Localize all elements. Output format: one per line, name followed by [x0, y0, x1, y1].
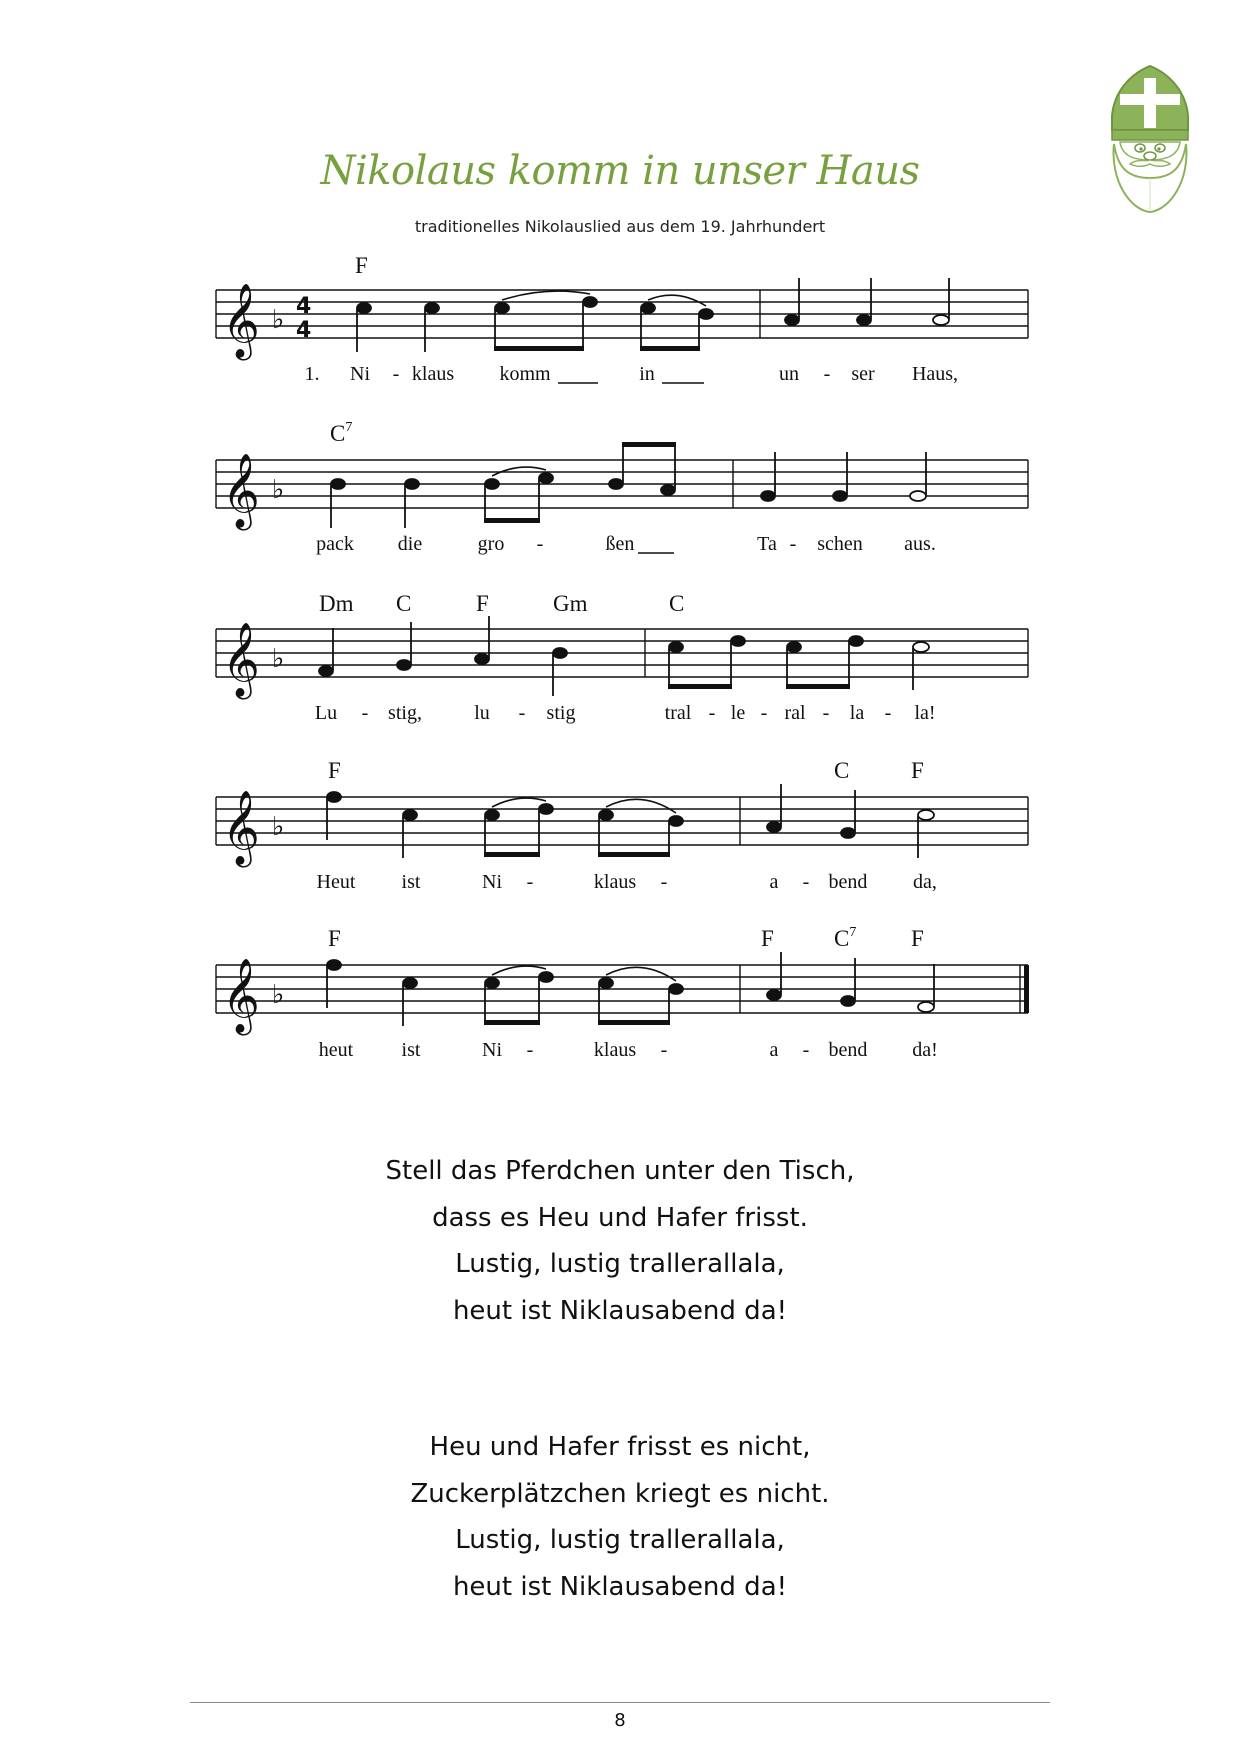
chord-symbol: F [328, 926, 341, 951]
lyric-syllable: komm [499, 363, 551, 385]
music-system-2 [216, 442, 1028, 531]
lyric-syllable: ist [401, 1039, 421, 1061]
lyric-syllable: le [730, 702, 746, 724]
lyric-syllable: Ni [482, 1039, 502, 1061]
lyric-syllable: aus. [904, 533, 936, 555]
lyric-syllable: heut [318, 1039, 354, 1061]
lyric-syllable: ser [851, 363, 875, 385]
lyric-syllable: - [660, 871, 668, 893]
chord-symbol: F [911, 926, 924, 951]
lyric-syllable: ßen [605, 533, 635, 555]
chord-symbol: C [669, 591, 685, 616]
lyric-syllable: - [822, 702, 830, 724]
chord-symbol: F [476, 591, 489, 616]
lyric-syllable: stig, [388, 702, 422, 724]
lyric-syllable: la! [914, 702, 936, 724]
lyric-syllable: bend [828, 1039, 868, 1061]
chord-symbol: C [834, 758, 850, 783]
lyric-syllable: tral [664, 702, 692, 724]
flat-key-signature: ♭ [272, 305, 285, 335]
lyric-syllable: - [392, 363, 400, 385]
lyric-syllable: ist [401, 871, 421, 893]
chord-symbol: F [911, 758, 924, 783]
lyric-syllable: gro [477, 533, 505, 555]
lyric-syllable: - [526, 1039, 534, 1061]
lyric-syllable: - [536, 533, 544, 555]
lyric-syllable: lu [474, 702, 490, 724]
music-system-4 [216, 784, 1028, 868]
lyric-syllable: da! [912, 1039, 938, 1061]
lyric-syllable: a [769, 871, 779, 893]
verse-3 [0, 1424, 1240, 1610]
verse-line: dass es Heu und Hafer frisst. [432, 1202, 808, 1233]
lyric-syllable: klaus [593, 1039, 637, 1061]
lyric-syllable: stig [546, 702, 576, 724]
verse-line: heut ist Niklausabend da! [452, 1295, 788, 1326]
lyric-syllable: pack [316, 533, 354, 555]
verse-line: Zuckerplätzchen kriegt es nicht. [410, 1478, 830, 1509]
lyric-syllable: ral [784, 702, 806, 724]
lyric-syllable: Haus, [911, 363, 959, 385]
lyric-syllable: Ni [482, 871, 502, 893]
verse-line: Lustig, lustig trallerallala, [455, 1249, 785, 1279]
chord-symbol: Dm [319, 591, 354, 616]
lyric-syllable: klaus [411, 363, 455, 385]
lyric-syllable: - [518, 702, 526, 724]
music-system-5 [216, 952, 1029, 1036]
lyric-syllable: in [639, 363, 655, 385]
lyric-syllable: - [361, 702, 369, 724]
lyric-syllable: - [823, 363, 831, 385]
lyric-syllable: bend [828, 871, 868, 893]
lyric-syllable: - [760, 702, 768, 724]
lyric-syllable: - [789, 533, 797, 555]
chord-symbol: C [396, 591, 412, 616]
verse-2 [0, 1148, 1240, 1334]
lyric-syllable: Lu [314, 702, 338, 724]
chord-symbol: Gm [553, 591, 588, 616]
lyric-syllable: - [802, 1039, 810, 1061]
lyric-syllable: da, [913, 871, 937, 893]
lyric-syllable: - [802, 871, 810, 893]
lyric-syllable: la [849, 702, 865, 724]
lyric-syllable: - [708, 702, 716, 724]
music-system-3 [216, 616, 1028, 700]
footer-divider [190, 1702, 1050, 1703]
song-title: Nikolaus komm in unser Haus [320, 148, 920, 194]
lyric-syllable: - [660, 1039, 668, 1061]
lyric-syllable: Heut [316, 871, 356, 893]
lyric-syllable: schen [817, 533, 863, 555]
treble-clef-icon: 𝄞 [222, 791, 260, 865]
flat-key-signature: ♭ [272, 475, 285, 505]
lyric-syllable: - [884, 702, 892, 724]
time-signature-top: 4 [296, 294, 312, 319]
chord-symbol: F [761, 926, 774, 951]
lyric-syllable: die [397, 533, 423, 555]
lyric-syllable: - [526, 871, 534, 893]
time-signature-bottom: 4 [296, 318, 312, 343]
verse-line: Heu und Hafer frisst es nicht, [429, 1432, 811, 1462]
lyric-syllable: un [779, 363, 799, 385]
lyric-syllable: 1. [304, 363, 320, 385]
final-barline [1024, 965, 1029, 1013]
chord-symbol: F [355, 253, 368, 278]
treble-clef-icon: 𝄞 [222, 959, 260, 1033]
music-system-1 [216, 278, 1028, 361]
song-subtitle: traditionelles Nikolauslied aus dem 19. Jahrhundert [414, 217, 826, 236]
lyric-syllable: Ta [757, 533, 777, 555]
verse-line: Lustig, lustig trallerallala, [455, 1525, 785, 1555]
verse-line: Stell das Pferdchen unter den Tisch, [385, 1156, 855, 1186]
flat-key-signature: ♭ [272, 812, 285, 842]
chord-symbol: $C^7$ [834, 925, 857, 951]
treble-clef-icon: 𝄞 [222, 623, 260, 697]
treble-clef-icon: 𝄞 [222, 454, 260, 528]
lyric-syllable: a [769, 1039, 779, 1061]
flat-key-signature: ♭ [272, 980, 285, 1010]
treble-clef-icon: 𝄞 [222, 284, 260, 358]
page-number: 8 [614, 1710, 626, 1731]
chord-symbol: $C^7$ [330, 420, 353, 446]
lyric-syllable: klaus [593, 871, 637, 893]
lyric-syllable: Ni [350, 363, 370, 385]
chord-symbol: F [328, 758, 341, 783]
flat-key-signature: ♭ [272, 644, 285, 674]
verse-line: heut ist Niklausabend da! [452, 1571, 788, 1602]
